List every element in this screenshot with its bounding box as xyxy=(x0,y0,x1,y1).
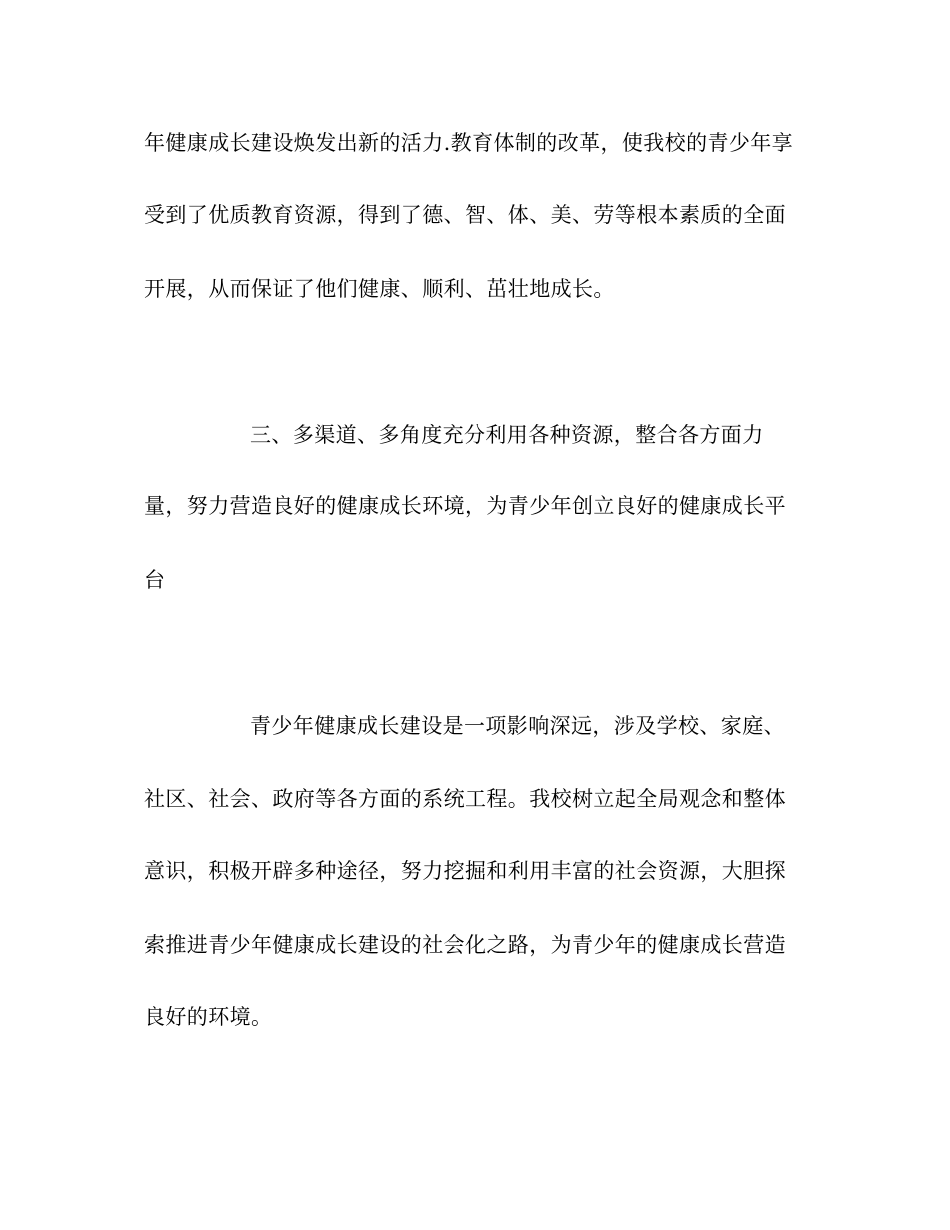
paragraph-3-line-5: 良好的环境。 xyxy=(144,1005,273,1029)
paragraph-3-line-2: 社区、社会、政府等各方面的系统工程。我校树立起全局观念和整体 xyxy=(144,787,786,811)
paragraph-3-line-3: 意识，积极开辟多种途径，努力挖掘和利用丰富的社会资源，大胆探 xyxy=(144,859,786,883)
section-heading-line-1: 三、多渠道、多角度充分利用各种资源，整合各方面力 xyxy=(250,423,764,447)
paragraph-1-line-3: 开展，从而保证了他们健康、顺利、茁壮地成长。 xyxy=(144,277,615,301)
section-heading-line-2: 量，努力营造良好的健康成长环境，为青少年创立良好的健康成长平 xyxy=(144,494,786,518)
section-heading-line-3: 台 xyxy=(144,568,166,592)
paragraph-3-line-1: 青少年健康成长建设是一项影响深远，涉及学校、家庭、 xyxy=(250,714,785,738)
paragraph-3-line-4: 索推进青少年健康成长建设的社会化之路，为青少年的健康成长营造 xyxy=(144,933,786,957)
paragraph-1-line-1: 年健康成长建设焕发出新的活力.教育体制的改革，使我校的青少年享 xyxy=(144,131,794,155)
paragraph-1-line-2: 受到了优质教育资源，得到了德、智、体、美、劳等根本素质的全面 xyxy=(144,203,786,227)
